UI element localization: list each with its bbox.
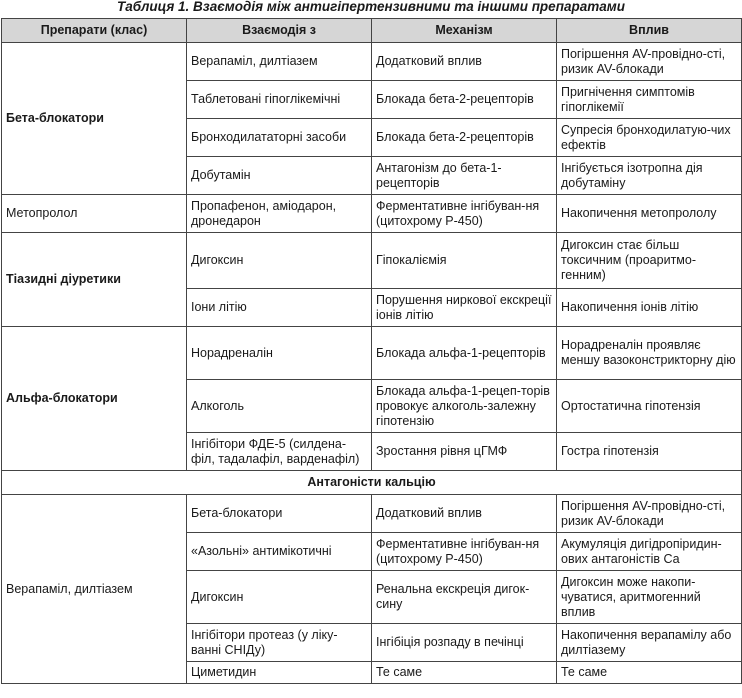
effect-cell: Пригнічення симптомів гіпоглікемії [557, 81, 742, 119]
mechanism-cell: Інгібіція розпаду в печінці [372, 624, 557, 662]
effect-cell: Гостра гіпотензія [557, 433, 742, 471]
interacts-with-cell: Бронходилататорні засоби [187, 119, 372, 157]
table-caption: Таблиця 1. Взаємодія між антигіпертензивними та іншими препаратами [117, 0, 625, 14]
interacts-with-cell: Алкоголь [187, 380, 372, 433]
interacts-with-cell: Таблетовані гіпоглікемічні [187, 81, 372, 119]
mechanism-cell: Ферментативне інгібуван-ня (цитохрому Р-450) [372, 195, 557, 233]
mechanism-cell: Блокада альфа-1-рецеп-торів провокує алкоголь-залежну гіпотензію [372, 380, 557, 433]
drug-class-cell: Бета-блокатори [2, 43, 187, 195]
effect-cell: Погіршення AV-провідно-сті, ризик AV-блокади [557, 43, 742, 81]
interacts-with-cell: Дигоксин [187, 571, 372, 624]
header-interacts-with: Взаємодія з [187, 19, 372, 43]
effect-cell: Норадреналін проявляє меншу вазоконстрикторну дію [557, 327, 742, 380]
interacts-with-cell: Циметидин [187, 662, 372, 684]
effect-cell: Погіршення AV-провідно-сті, ризик AV-блокади [557, 495, 742, 533]
table-row [2, 233, 742, 289]
header-effect: Вплив [557, 19, 742, 43]
mechanism-cell: Блокада альфа-1-рецепторів [372, 327, 557, 380]
table-row [2, 327, 742, 380]
interacts-with-cell: Пропафенон, аміодарон, дронедарон [187, 195, 372, 233]
header-row [2, 19, 742, 43]
mechanism-cell: Ренальна екскреція дигок-сину [372, 571, 557, 624]
interacts-with-cell: Бета-блокатори [187, 495, 372, 533]
section-title: Антагоністи кальцію [2, 471, 742, 495]
mechanism-cell: Порушення ниркової екскреції іонів літію [372, 289, 557, 327]
mechanism-cell: Зростання рівня цГМФ [372, 433, 557, 471]
mechanism-cell: Блокада бета-2-рецепторів [372, 119, 557, 157]
effect-cell: Акумуляція дигідропіридин-ових антагоністів Са [557, 533, 742, 571]
mechanism-cell: Антагонізм до бета-1-рецепторів [372, 157, 557, 195]
effect-cell: Ортостатична гіпотензія [557, 380, 742, 433]
mechanism-cell: Ферментативне інгібуван-ня (цитохрому Р-450) [372, 533, 557, 571]
drug-class-cell: Метопролол [2, 195, 187, 233]
effect-cell: Накопичення верапамілу або дилтіазему [557, 624, 742, 662]
effect-cell: Накопичення метопрололу [557, 195, 742, 233]
interacts-with-cell: Дигоксин [187, 233, 372, 289]
mechanism-cell: Додатковий вплив [372, 495, 557, 533]
interaction-table [1, 18, 742, 684]
table-row [2, 495, 742, 533]
drug-class-cell: Альфа-блокатори [2, 327, 187, 471]
table-row [2, 195, 742, 233]
interacts-with-cell: Інгібітори протеаз (у ліку-ванні СНІДу) [187, 624, 372, 662]
mechanism-cell: Блокада бета-2-рецепторів [372, 81, 557, 119]
mechanism-cell: Додатковий вплив [372, 43, 557, 81]
interacts-with-cell: Іони літію [187, 289, 372, 327]
effect-cell: Дигоксин стає більш токсичним (проаритмо-генним) [557, 233, 742, 289]
mechanism-cell: Гіпокаліємія [372, 233, 557, 289]
section-row [2, 471, 742, 495]
drug-class-cell: Верапаміл, дилтіазем [2, 495, 187, 684]
interacts-with-cell: Добутамін [187, 157, 372, 195]
interacts-with-cell: Верапаміл, дилтіазем [187, 43, 372, 81]
effect-cell: Те саме [557, 662, 742, 684]
table-row [2, 43, 742, 81]
interacts-with-cell: Норадреналін [187, 327, 372, 380]
interacts-with-cell: Інгібітори ФДЕ-5 (силдена-філ, тадалафіл, варденафіл) [187, 433, 372, 471]
effect-cell: Дигоксин може накопи-чуватися, аритмогенний вплив [557, 571, 742, 624]
drug-class-cell: Тіазидні діуретики [2, 233, 187, 327]
effect-cell: Супресія бронходилатую-чих ефектів [557, 119, 742, 157]
mechanism-cell: Те саме [372, 662, 557, 684]
effect-cell: Інгібується ізотропна дія добутаміну [557, 157, 742, 195]
header-drug-class: Препарати (клас) [2, 19, 187, 43]
interacts-with-cell: «Азольні» антимікотичні [187, 533, 372, 571]
header-mechanism: Механізм [372, 19, 557, 43]
effect-cell: Накопичення іонів літію [557, 289, 742, 327]
